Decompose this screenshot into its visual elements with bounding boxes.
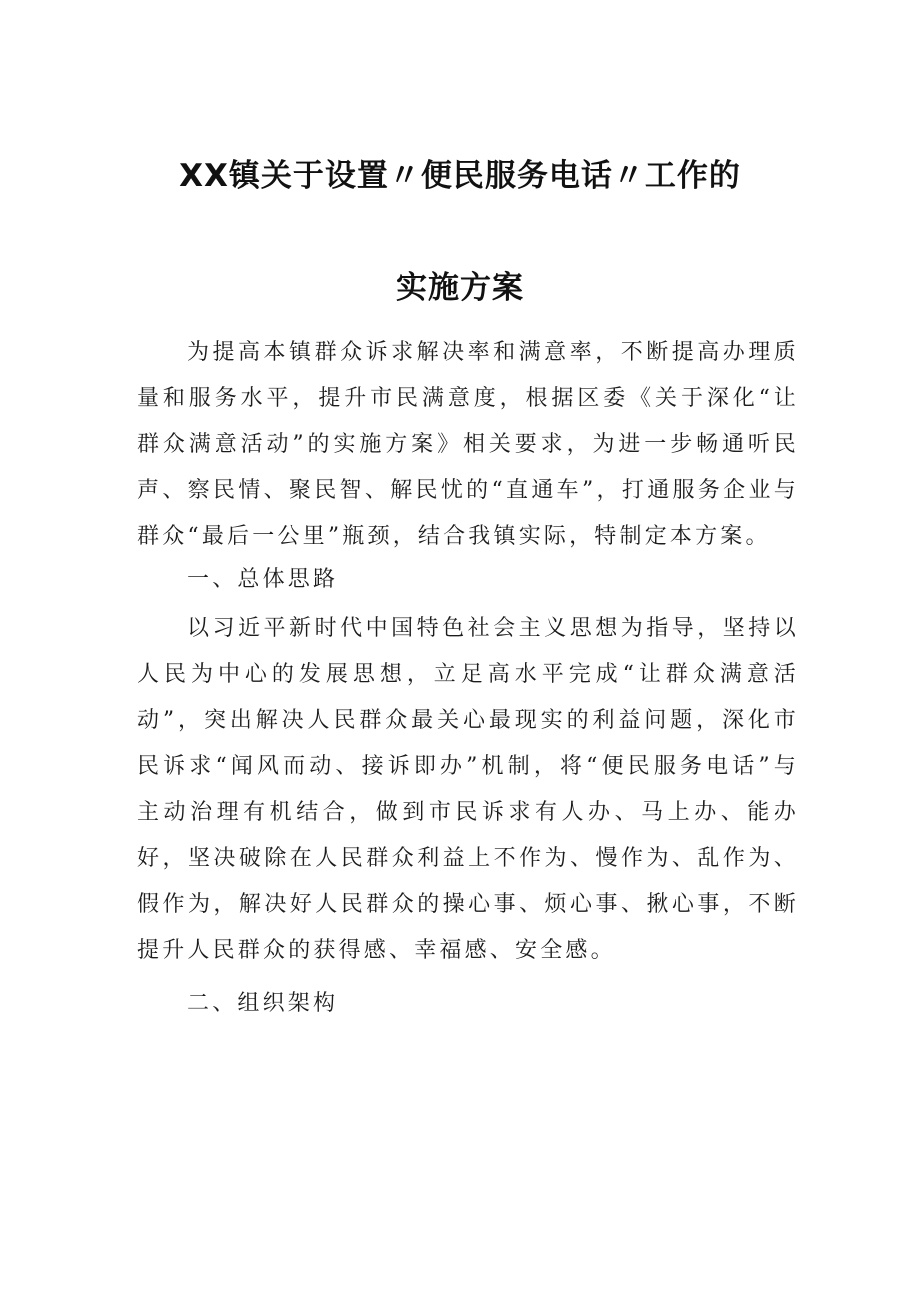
section-1-paragraph: 以习近平新时代中国特色社会主义思想为指导，坚持以人民为中心的发展思想，立足高水平完成“让群众满意活动”，突出解决人民群众最关心最现实的利益问题，深化市民诉求“闻风而动、接诉即办”机制，将“便民服务电话”与主动治理有机结合，做到市民诉求有人办、马上办、能办好，坚决破除在人民群众利益上不作为、慢作为、乱作为、假作为，解决好人民群众的操心事、烦心事、揪心事，不断提升人民群众的获得感、幸福感、安全感。	[137, 616, 799, 963]
document-title-line-1: XX镇关于设置〃便民服务电话〃工作的	[179, 158, 741, 194]
section-2-heading: 二、组织架构	[187, 991, 339, 1016]
section-1-heading: 一、总体思路	[187, 567, 339, 592]
intro-paragraph: 为提高本镇群众诉求解决率和满意率，不断提高办理质量和服务水平，提升市民满意度，根据区委《关于深化“让群众满意活动”的实施方案》相关要求，为进一步畅通听民声、察民情、聚民智、解民忧的“直通车”，打通服务企业与群众“最后一公里”瓶颈，结合我镇实际，特制定本方案。	[137, 340, 799, 549]
document-title-line-2: 实施方案	[396, 270, 524, 306]
